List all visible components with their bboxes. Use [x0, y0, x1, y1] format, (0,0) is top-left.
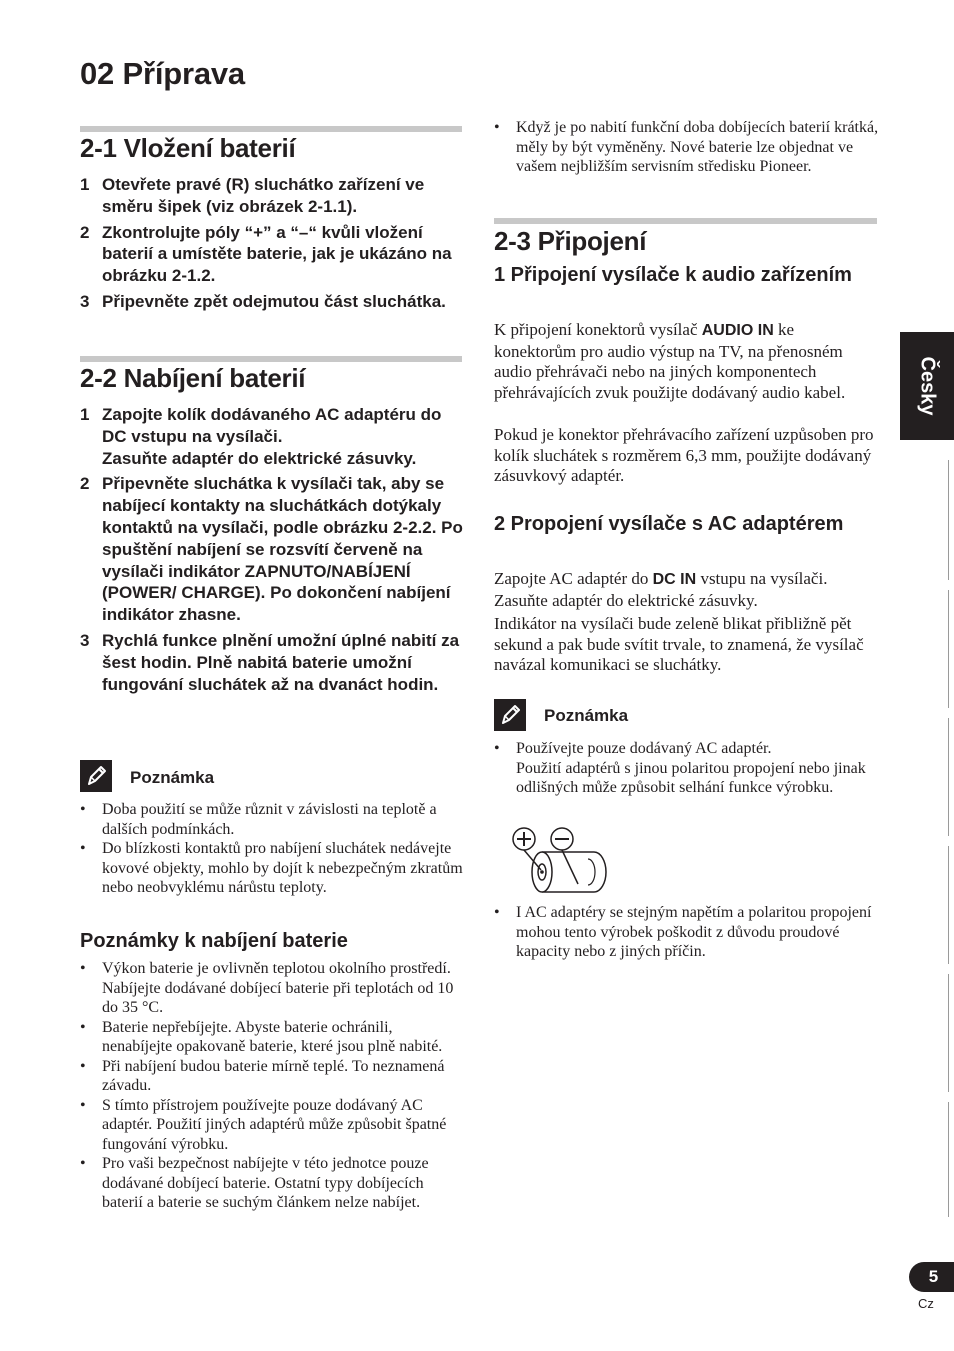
step-number: 3: [80, 630, 90, 650]
list-item-text: Používejte pouze dodávaný AC adaptér.: [516, 740, 772, 757]
step-number: 2: [80, 222, 90, 242]
step-number: 3: [80, 291, 90, 311]
list-item: [494, 739, 879, 798]
list-item: • Baterie nepřebíjejte. Abyste baterie ochránili, nenabíjejte opakovaně baterie, které jsou plně nabité.: [80, 1018, 465, 1057]
step-text: Zkontrolujte póly “+” a “–“ kvůli vložení baterií a umístěte baterie, jak je ukázáno na obrázku 2-1.2.: [102, 222, 452, 286]
polarity-plug-icon: [508, 826, 610, 896]
list-item: • Když je po nabití funkční doba dobíjecích baterií krátká, měly by být vyměněny. Nové baterie lze objednat ve vašem nejbližším servisním středisku Pioneer.: [494, 118, 879, 177]
step-item: [80, 222, 465, 287]
section-divider: [80, 126, 462, 132]
section-divider: [80, 356, 462, 362]
list-item-text: Použití adaptérů s jinou polaritou propojení nebo jinak odlišných může způsobit selhání funkce výrobku.: [516, 759, 866, 796]
list-item: • Doba použití se může různit v závislosti na teplotě a dalších podmínkách.: [80, 800, 465, 839]
step-number: 2: [80, 474, 90, 494]
step-text: Připevněte zpět odejmutou část sluchátka.: [102, 291, 446, 311]
adapter-notes-list-2: [494, 903, 879, 962]
list-item: • Do blízkosti kontaktů pro nabíjení sluchátek nedávejte kovové objekty, mohlo by dojít k nebezpečným zkratům nebo neobvyklému nárůstu teploty.: [80, 839, 465, 898]
adapter-notes-list: [494, 739, 879, 798]
page-language-code: Cz: [918, 1296, 934, 1311]
list-item: • Při nabíjení budou baterie mírně teplé. To neznamená závadu.: [80, 1057, 465, 1096]
charge-notes-list: [80, 800, 465, 898]
step-item: [80, 404, 465, 469]
page-title: 02 Příprava: [80, 56, 245, 91]
edge-line: [948, 590, 949, 708]
section-divider: [494, 218, 877, 224]
battery-insert-steps: [80, 174, 465, 317]
language-tab-label: Česky: [916, 356, 939, 416]
step-item: [80, 291, 465, 313]
paragraph-text: K připojení konektorů vysílač: [494, 320, 702, 339]
connector-label: AUDIO IN: [701, 322, 774, 339]
section-heading-battery-charge: 2-2 Nabíjení baterií: [80, 363, 306, 393]
section-heading-connection: 2-3 Připojení: [494, 226, 647, 256]
list-item: • S tímto přístrojem používejte pouze dodávaný AC adaptér. Použití jiných adaptérů může způsobit špatné fungování výrobku.: [80, 1096, 465, 1155]
indicator-paragraph: Indikátor na vysílači bude zeleně blikat přibližně pět sekund a pak bude svítit trvale, to znamená, že vysílač navázal komunikaci se sluchátky.: [494, 614, 864, 675]
step-item: [80, 174, 465, 218]
step-text: Připevněte sluchátka k vysílači tak, aby se nabíjecí kontakty na sluchátkách dotýkaly kontaktů na vysílači, podle obrázku 2-2.2. Po spuštění nabíjení se rozsvítí červeně na vysílači indikátor ZAPNUTO/NABÍJENÍ (POWER/ CHARGE). Po dokončení nabíjení indikátor zhasne.: [102, 474, 463, 625]
step-text: Rychlá funkce plnění umožní úplné nabití za šest hodin. Plně nabitá baterie umožní fungování sluchátek až na dvanáct hodin.: [102, 630, 460, 694]
ac-adapter-paragraph: [494, 569, 879, 611]
paragraph-text: ke konektorům pro audio výstup na TV, na přenosném audio přehrávači nebo na jiných komponentech přehrávajících zvuk použijte dodávaný audio kabel.: [494, 320, 846, 402]
edge-line: [948, 846, 949, 964]
paragraph-text: Zapojte AC adaptér do: [494, 569, 653, 588]
note-pencil-icon: [494, 699, 526, 731]
list-item: • I AC adaptéry se stejným napětím a polaritou propojení mohou tento výrobek poškodit z důvodu proudové kapacity nebo z jiných příčin.: [494, 903, 879, 962]
step-item: [80, 473, 465, 626]
note-pencil-icon: [80, 760, 112, 792]
section-heading-battery-insert: 2-1 Vložení baterií: [80, 133, 296, 163]
step-text: Otevřete pravé (R) sluchátko zařízení ve směru šipek (viz obrázek 2-1.1).: [102, 175, 425, 216]
note-label: Poznámka: [544, 706, 629, 725]
charging-notes-heading: Poznámky k nabíjení baterie: [80, 930, 348, 952]
subheading-ac-adapter: 2 Propojení vysílače s AC adaptérem: [494, 513, 844, 535]
paragraph-text: Zasuňte adaptér do elektrické zásuvky.: [494, 590, 758, 610]
charging-notes-list: [80, 959, 465, 1213]
subheading-audio-connection: 1 Připojení vysílače k audio zařízením: [494, 264, 852, 286]
audio-connection-paragraph: [494, 320, 879, 403]
step-text: Zasuňte adaptér do elektrické zásuvky.: [102, 448, 417, 468]
step-text: Zapojte kolík dodávaného AC adaptéru do DC vstupu na vysílači.: [102, 405, 442, 446]
edge-line: [948, 1102, 949, 1217]
battery-charge-steps: [80, 404, 465, 699]
step-number: 1: [80, 175, 90, 194]
list-item: • Pro vaši bezpečnost nabíjejte v této jednotce pouze dodávané dobíjecí baterie. Ostatní typy dobíjecích baterií a baterie se suchým článkem nelze nabíjet.: [80, 1154, 465, 1213]
list-item: • Výkon baterie je ovlivněn teplotou okolního prostředí. Nabíjejte dodávané dobíjecí baterie při teplotách od 10 do 35 °C.: [80, 959, 465, 1018]
adapter-paragraph: Pokud je konektor přehrávacího zařízení uzpůsoben pro kolík sluchátek s rozměrem 6,3 mm, použijte dodávaný zásuvkový adaptér.: [494, 425, 874, 486]
page-number: 5: [909, 1262, 954, 1292]
step-item: [80, 630, 465, 695]
step-number: 1: [80, 405, 90, 424]
connector-label: DC IN: [652, 571, 697, 588]
battery-replace-list: [494, 118, 879, 177]
paragraph-text: vstupu na vysílači.: [696, 569, 828, 588]
note-label: Poznámka: [130, 768, 215, 787]
edge-line: [948, 718, 949, 836]
edge-line: [948, 460, 949, 580]
edge-line: [948, 974, 949, 1092]
language-tab: [900, 332, 954, 440]
